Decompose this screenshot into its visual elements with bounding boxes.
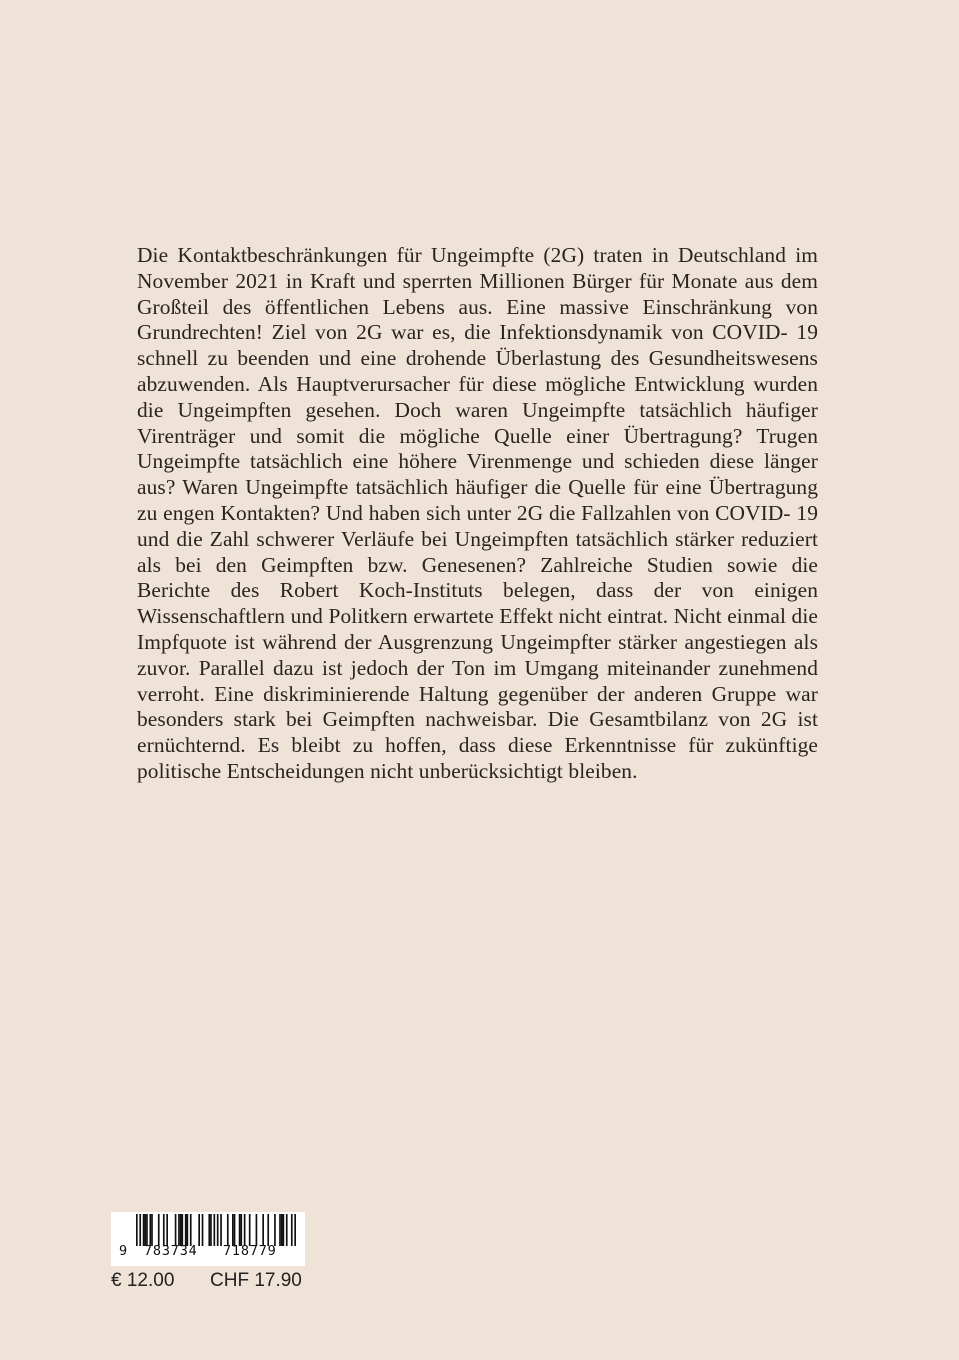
barcode-digit-group-1: 783734: [144, 1243, 198, 1259]
isbn-barcode: [111, 1212, 305, 1266]
price-eur: € 12.00: [111, 1270, 175, 1291]
barcode-lead-digit: 9: [119, 1243, 128, 1259]
price-chf: CHF 17.90: [210, 1270, 302, 1291]
barcode-digit-group-2: 718779: [223, 1243, 277, 1259]
back-cover-blurb: Die Kontaktbeschränkungen für Ungeimpfte (2G) traten in Deutschland im November 2021 in Kraft und sperrten Millionen Bürger für Monate aus dem Großteil des öffentlichen Lebens aus. Eine massive Einschränkung von Grundrechten! Ziel von 2G war es, die Infektionsdynamik von COVID- 19 schnell zu beenden und eine drohende Überlastung des Gesundheitswesens abzuwenden. Als Hauptverursacher für diese mögliche Entwicklung wurden die Ungeimpften gesehen. Doch waren Ungeimpfte tatsächlich häufiger Virenträger und somit die mögliche Quelle einer Übertragung? Trugen Ungeimpfte tatsächlich eine höhere Virenmenge und schieden diese länger aus? Waren Ungeimpfte tatsächlich häufiger die Quelle für eine Übertragung zu engen Kontakten? Und haben sich unter 2G die Fallzahlen von COVID- 19 und die Zahl schwerer Verläufe bei Ungeimpften tatsächlich stärker reduziert als bei den Geimpften bzw. Genesenen? Zahlreiche Studien sowie die Berichte des Robert Koch-Instituts belegen, dass der von einigen Wissenschaftlern und Politkern erwartete Effekt nicht eintrat. Nicht einmal die Impfquote ist während der Ausgrenzung Ungeimpfter stärker angestiegen als zuvor. Parallel dazu ist jedoch der Ton im Umgang miteinander zunehmend verroht. Eine diskriminierende Haltung gegenüber der anderen Gruppe war besonders stark bei Geimpften nachweisbar. Die Gesamtbilanz von 2G ist ernüchternd. Es bleibt zu hoffen, dass diese Erkenntnisse für zukünftige politische Entscheidungen nicht unberücksichtigt bleiben.: [137, 243, 818, 783]
barcode-bars-icon: [136, 1214, 296, 1246]
